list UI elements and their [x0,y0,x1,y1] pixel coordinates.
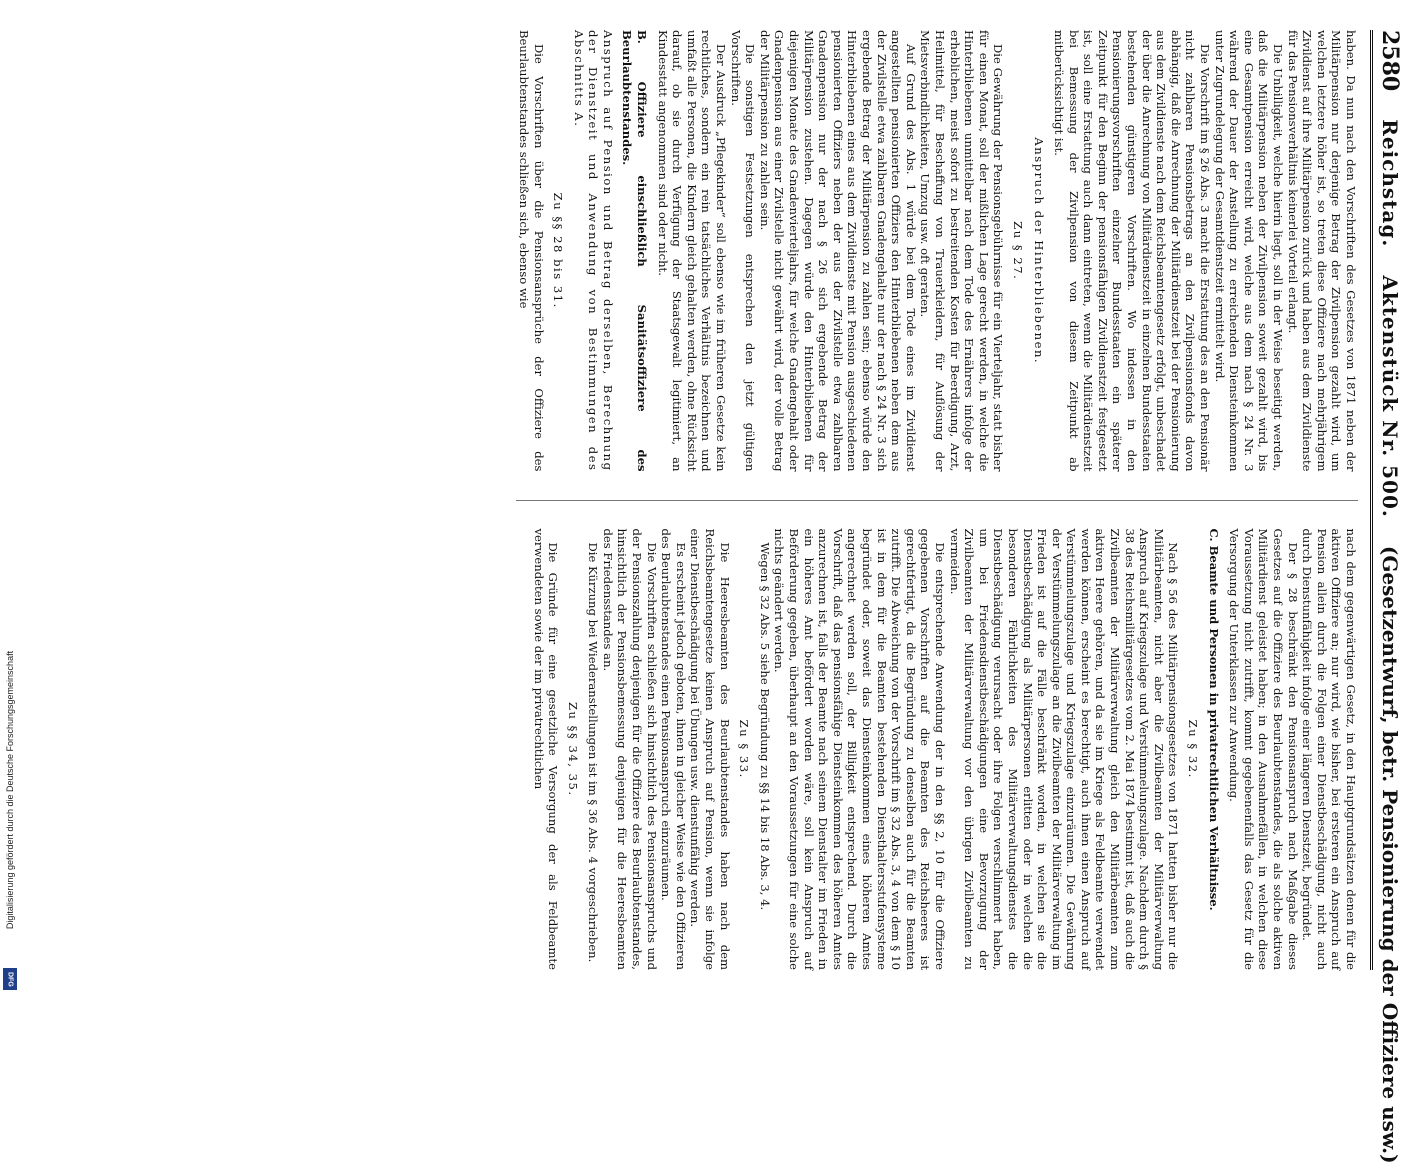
section-subheading: Zu § 27. [1010,221,1025,281]
paragraph: Auf Grund des Abs. 1 würde bei dem Tode eines im Zivildienst angestellten pensionierten Offiziers den Hinterbliebenen neben dem aus der Zivilstelle etwa zahlbaren Gnadengehalte nur der nach § 24 Nr. 3 sich ergebende Betrag der Militärpension zu zahlen sein; ebenso würde den Hinterbliebenen eines aus dem Zivildienste mit Pension ausgeschiedenen pensionierten Offiziers neben der aus der Zivilstelle etwa zahlbaren Gnadenpension nur der nach § 26 sich ergebende Betrag der Militärpension zustehen. Dagegen würde den Hinterbliebenen für diejenigen Monate des Gnadenvierteljahrs, für welche Gnadengehalt oder Gnadenpension aus einer Zivilstelle nicht gewährt wird, der volle Betrag der Militärpension zu zahlen sein. [757,30,918,472]
paragraph: Es erscheint jedoch geboten, ihnen in gleicher Weise wie den Offizieren des Beurlaubtenstandes einen Pensionsanspruch einzuräumen. [659,528,688,970]
rotated-page [51,0,1421,1164]
paragraph: Nach § 56 des Militärpensionsgesetzes von 1871 hatten bisher nur die Militärbeamten, nicht aber die Zivilbeamten der Militärverwaltung Anspruch auf Kriegszulage und Verstümmelungszulage. Nachdem durch § 38 des Reichsmilitärgesetzes vom 2. Mai 1874 bestimmt ist, daß auch die Zivilbeamten der Militärverwaltung gleich den Militärbeamten zum aktiven Heere gehören, und da sie im Kriege als Feldbeamte verwendet werden können, erscheint es berechtigt, auch ihnen einen Anspruch auf Verstümmelungszulage und Kriegszulage einzuräumen. Die Gewährung der Verstümmelungszulage an die Zivilbeamten der Militärverwaltung im Frieden ist auf die Fälle beschränkt worden, in welchen sie die Dienstbeschädigung als Militärpersonen erlitten oder in welchen die besonderen Fährlichkeiten des Militärverwaltungsdienstes die Dienstbeschädigung verursacht oder ihre Folgen verschlimmert haben, um bei Friedensdienstbeschädigungen eine Bevorzugung der Zivilbeamten der Militärverwaltung vor den übrigen Zivilbeamten zu vermeiden. [947,528,1181,970]
left-column [516,30,1358,472]
section-subheading: Zu §§ 34, 35. [565,701,580,797]
paragraph: Die Gewährung der Pensionsgebührnisse für ein Vierteljahr, statt bisher für einen Monat, soll der mißlichen Lage gerecht werden, in welche die Hinterbliebenen unmittelbar nach dem Tode des Ernährers infolge der erheblichen, meist sofort zu bestreitenden Kosten für Beerdigung, Arzt, Heilmittel, für Beschaffung von Trauerkleidern, für Auflösung der Mietsverbindlichkeiten, Umzug usw. oft geraten. [918,30,1006,472]
page-number: 2580 [1377,30,1403,92]
document-subject: (Gesetzentwurf, betr. Pensionierung der Offiziere usw.) [1378,545,1402,1164]
paragraph: Die Unbilligkeit, welche hierin liegt, soll in der Weise beseitigt werden, daß die Militärpension neben der Zivilpension soweit gezahlt wird, bis eine Gesamtpension erreicht wird, welche aus dem nach § 24 Nr. 3 während der Dauer der Anstellung zu erreichenden Diensteinkommen unter Zugrundelegung der Gesamtdienstzeit ermittelt wird. [1212,30,1286,472]
paragraph: Die Vorschriften schließen sich hinsichtlich des Pensionsanspruchs und der Pensionszahlung denjenigen für die Offiziere des Beurlaubtenstandes, hinsichtlich der Pensionsbemessung denjenigen für die Heeresbeamten des Friedensstandes an. [600,528,659,970]
paragraph: Die Vorschrift im § 26 Abs. 3 macht die Erstattung des an den Pensionär nicht zahlbaren Pensionsbetrags an den Zivilpensionsfonds davon abhängig, daß die Anrechnung der Militärdienstzeit bei der Pensionierung aus dem Zivildienste nach dem Reichsbeamtengesetz erfolgt, unbeschadet der über die Anrechnung von Militärdienstzeit in einzelnen Bundesstaaten bestehenden günstigeren Vorschriften. Wo indessen in den Pensionierungsvorschriften einzelner Bundesstaaten ein späterer Zeitpunkt für den Beginn der pensionsfähigen Zivildienstzeit festgesetzt ist, soll eine Erstattung auch dann eintreten, wenn die Militärdienstzeit bei Bemessung der Zivilpension von diesem Zeitpunkt ab mitberücksichtigt ist. [1052,30,1213,472]
section-subheading: Anspruch auf Pension und Betrag derselben, Berechnung der Dienstzeit und Anwendung von Bestimmungen des Abschnitts A. [571,30,615,472]
text-columns [516,30,1358,970]
document-number: Aktenstück Nr. 500. [1378,275,1402,518]
section-subheading: Zu §§ 28 bis 31. [551,192,566,309]
right-column [516,529,1358,971]
paragraph: Die entsprechende Anwendung der in den §§ 2, 10 für die Offiziere gegebenen Vorschriften auf die Beamten des Reichsheeres ist gerechtfertigt, da die Begründung zu denselben auch für die Beamten zutrifft. Die Abweichung von der Vorschrift im § 32 Abs. 3, 4 von dem § 10 ist in dem für die Beamten bestehenden Diensthaltersstufensysteme begründet oder, soweit das Diensteinkommen eines höheren Amtes angerechnet werden soll, der Billigkeit entsprechend. Durch die Vorschrift, daß das pensionsfähige Diensteinkommen des höheren Amtes anzurechnen ist, falls der Beamte nach seinem Dienstalter im Frieden in ein höheres Amt befördert worden wäre, soll kein Anspruch auf Beförderung gegeben, überhaupt an den Voraussetzungen für eine solche nichts geändert werden. [772,528,947,970]
section-heading: B. Offiziere einschließlich Sanitätsoffiziere des Beurlaubtenstandes. [620,30,650,472]
paragraph: haben. Da nun nach den Vorschriften des Gesetzes von 1871 neben der Militärpension nur derjenige Betrag der Zivilpension gezahlt wird, um welchen letztere höher ist, so treten diese Offiziere nach mehrjährigem Zivildienst auf ihre Militärpension zurück und haben aus dem Zivildienste für das Pensionsverhältnis keinerlei Vorteil erlangt. [1285,30,1358,472]
dfg-logo-icon: DFG [3,968,17,990]
paragraph: Die Kürzung bei Wiederanstellungen ist im § 36 Abs. 4 vorgeschrieben. [586,542,601,963]
paragraph: Die Vorschriften über die Pensionsansprüche der Offiziere des Beurlaubtenstandes schließen sich, ebenso wie [516,30,546,472]
paragraph: Wegen § 32 Abs. 5 siehe Begründung zu §§ 14 bis 18 Abs. 3, 4. [757,542,772,911]
publication-name: Reichstag. [1378,119,1402,248]
credit-text: Digitalisierung gefördert durch die Deutsche Forschungsgemeinschaft [5,650,15,930]
paragraph: Der § 28 beschränkt den Pensionsanspruch nach Maßgabe dieses Gesetzes auf die Offiziere des Beurlaubtenstandes, die als solche aktiven Militärdienst geleistet haben; in den Ausnahmefällen, in welchen diese Voraussetzung nicht zutrifft, kommt gegebenenfalls das Gesetz für die Versorgung der Unterklassen zur Anwendung. [1227,528,1300,970]
digitization-credit [3,600,17,990]
section-heading: Anspruch der Hinterbliebenen. [1031,137,1046,365]
paragraph: Der Ausdruck „Pflegekinder“ soll ebenso wie im früheren Gesetze kein rechtliches, sondern ein rein tatsächliches Verhältnis bezeichnen und umfaßt alle Personen, die Kindern gleich gehalten werden, ohne Rücksicht darauf, ob sie durch Verfügung der Staatsgewalt legitimiert, an Kindesstatt angenommen sind oder nicht. [655,30,729,472]
paragraph: nach dem gegenwärtigen Gesetz, in den Hauptgrundsätzen denen für die aktiven Offiziere an; nur wird, wie bisher, bei ersteren ein Anspruch auf Pension allein durch die Folgen einer Dienstbeschädigung, nicht auch durch Dienstunfähigkeit infolge einer längeren Dienstzeit, begründet. [1300,528,1358,970]
section-subheading: Zu § 32. [1186,719,1201,779]
paragraph: Die Heeresbeamten des Beurlaubtenstandes haben nach dem Reichsbeamtengesetze keinen Anspruch auf Pension, wenn sie infolge einer Dienstbeschädigung bei Übungen usw. dienstunfähig werden. [688,528,732,970]
column-divider [516,500,1358,501]
section-heading: C. Beamte und Personen in privatrechtlichen Verhältnisse. [1206,528,1221,911]
page-header [1370,30,1403,1164]
section-subheading: Zu § 33. [737,719,752,779]
paragraph: Die Gründe für eine gesetzliche Versorgung der als Feldbeamte verwendeten sowie der im privatrechtlichen [531,528,561,970]
paragraph: Die sonstigen Festsetzungen entsprechen den jetzt gültigen Vorschriften. [728,30,758,472]
